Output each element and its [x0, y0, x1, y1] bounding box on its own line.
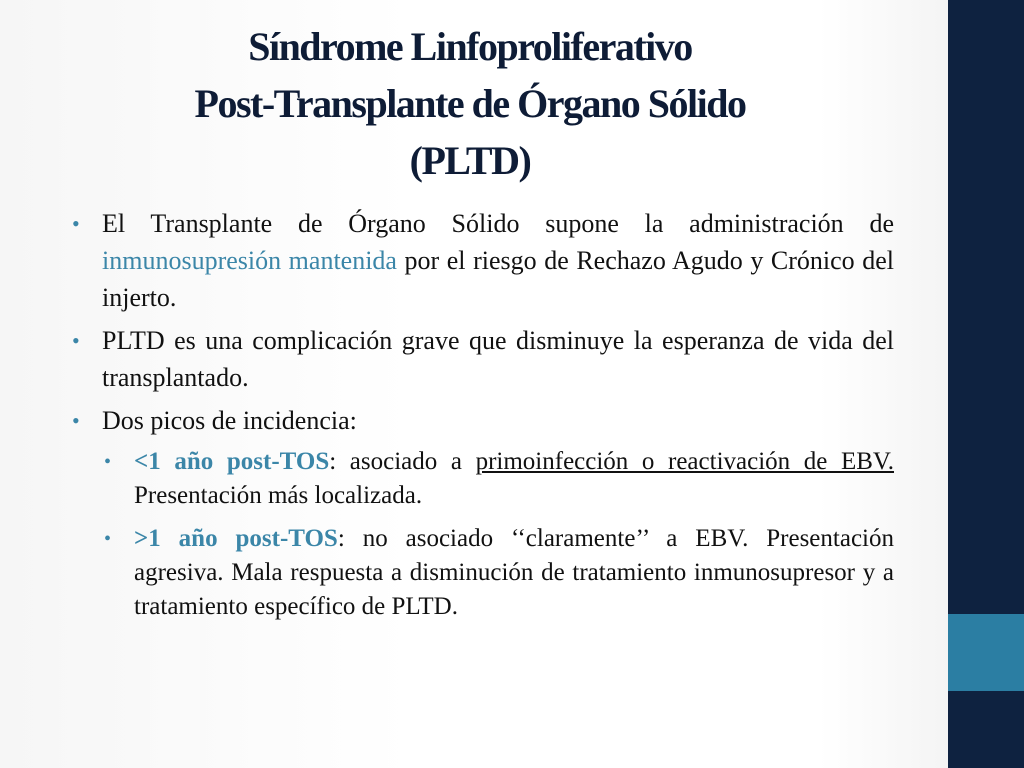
bullet-dot-icon: • — [72, 408, 80, 433]
bullet-text-part: El Transplante de Órgano Sólido supone la administración de — [102, 209, 894, 238]
bullet-text-part: por el riesgo de Rechazo Agudo y Crónico del injerto. — [102, 246, 894, 312]
bullet-text: Dos picos de incidencia: — [102, 406, 357, 435]
bullet-text — [102, 205, 894, 316]
bullet-item — [72, 402, 894, 439]
sub-bullet-text — [134, 522, 894, 624]
sub-bullet-item — [104, 522, 894, 624]
sub-bullet-part: Presentación más localizada. — [134, 482, 423, 509]
title-line-1: Síndrome Linfoproliferativo — [248, 24, 692, 69]
slide-title — [60, 18, 880, 189]
highlight-text: inmunosupresión mantenida — [102, 246, 397, 275]
sub-bullet-lead: <1 año post-TOS — [134, 448, 330, 475]
underlined-text: primoinfección o reactivación de EBV. — [475, 448, 894, 475]
bullet-dot-icon: • — [104, 528, 112, 550]
sub-bullet-text — [134, 445, 894, 513]
bullet-item — [72, 322, 894, 396]
bullet-text: PLTD es una complicación grave que disminuye la esperanza de vida del transplantado. — [102, 326, 894, 392]
bullet-item — [72, 205, 894, 316]
slide-body — [72, 205, 894, 633]
title-line-3: (PLTD) — [409, 138, 531, 183]
bullet-dot-icon: • — [72, 328, 80, 353]
sidebar-accent-block — [948, 614, 1024, 691]
sub-bullet-item — [104, 445, 894, 513]
bullet-dot-icon: • — [104, 451, 112, 473]
sub-bullet-part: : no asociado ‘‘claramente’’ a EBV. Presentación agresiva. Mala respuesta a disminución de tratamiento inmunosupresor y a tratamiento específico de PLTD. — [134, 525, 894, 620]
sub-bullet-lead: >1 año post-TOS — [134, 525, 338, 552]
bullet-dot-icon: • — [72, 211, 80, 236]
sub-bullet-part: : asociado a — [329, 448, 476, 475]
title-line-2: Post-Transplante de Órgano Sólido — [194, 81, 746, 126]
